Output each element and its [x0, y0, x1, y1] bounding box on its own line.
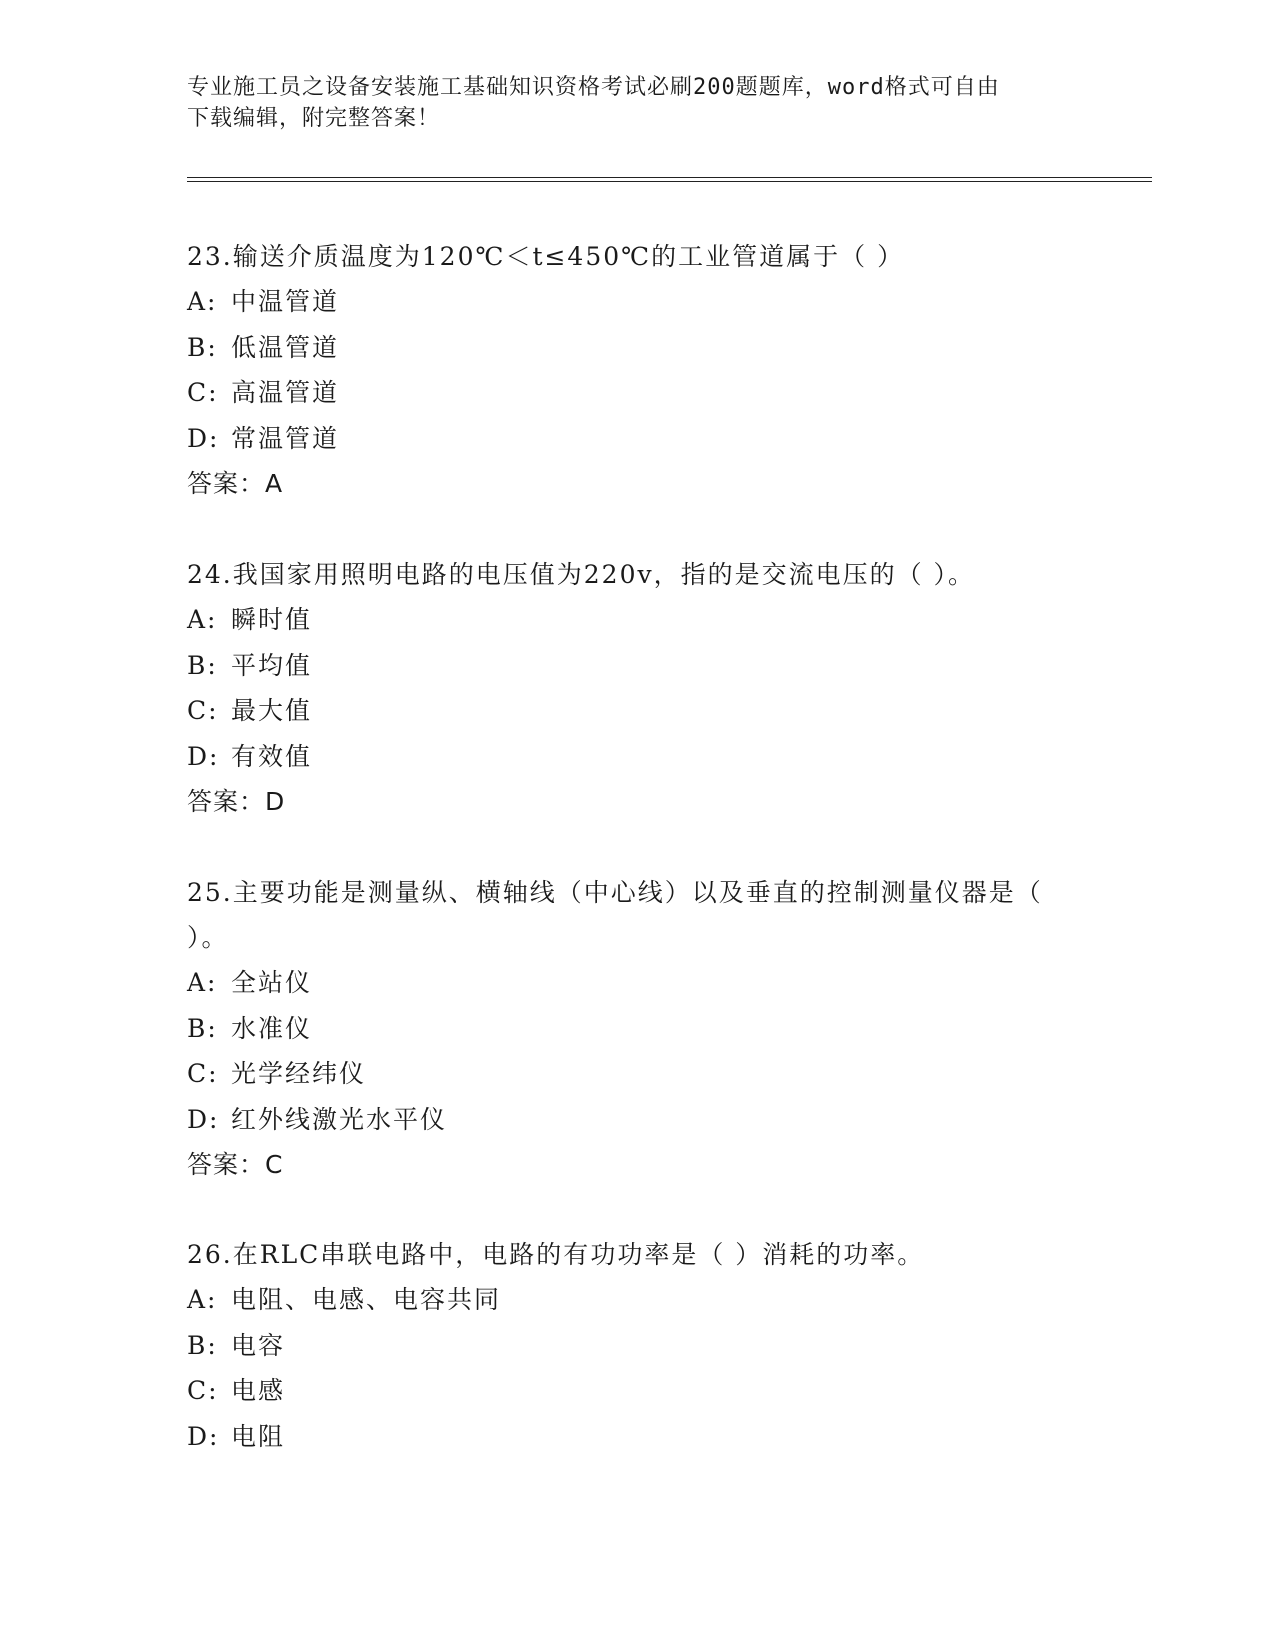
option-text: 有效值 [231, 741, 313, 771]
option-text: 瞬时值 [231, 605, 313, 634]
option-text: 高温管道 [231, 378, 340, 407]
option-b [187, 643, 1087, 689]
option-d [187, 1414, 1087, 1460]
question-26 [187, 1232, 1087, 1459]
header-rule-top [187, 177, 1152, 178]
option-a [187, 597, 1087, 643]
option-text: 红外线激光水平仪 [231, 1104, 448, 1134]
option-a [187, 960, 1087, 1006]
option-letter: D: [187, 423, 220, 453]
option-text: 光学经纬仪 [231, 1059, 367, 1088]
option-text: 中温管道 [231, 287, 340, 316]
option-text: 水准仪 [231, 1013, 313, 1043]
question-25 [187, 870, 1087, 1187]
option-letter: A: [187, 287, 218, 316]
option-b [187, 1006, 1087, 1052]
option-letter: B: [187, 332, 218, 362]
header-rule-bottom [187, 181, 1152, 182]
option-text: 低温管道 [231, 332, 340, 362]
option-c [187, 1051, 1087, 1097]
option-text: 电阻 [231, 1421, 286, 1451]
option-b [187, 325, 1087, 371]
option-letter: C: [187, 1376, 219, 1405]
option-letter: C: [187, 1059, 219, 1088]
question-23 [187, 234, 1087, 506]
option-letter: D: [187, 1104, 220, 1134]
option-d [187, 416, 1087, 462]
header-line-1: 专业施工员之设备安装施工基础知识资格考试必刷200题题库，word格式可自由 [187, 75, 1000, 100]
option-letter: A: [187, 968, 218, 997]
option-b [187, 1323, 1087, 1369]
option-d [187, 734, 1087, 780]
option-a [187, 1277, 1087, 1323]
option-letter: B: [187, 1330, 218, 1360]
document-header [187, 72, 1067, 134]
option-text: 电容 [231, 1330, 286, 1360]
option-letter: D: [187, 1421, 220, 1451]
question-24 [187, 552, 1087, 824]
option-a [187, 279, 1087, 325]
option-letter: A: [187, 605, 218, 634]
option-letter: C: [187, 696, 219, 725]
option-text: 最大值 [231, 696, 313, 725]
answer-line: 答案：A [187, 469, 284, 498]
answer-line: 答案：C [187, 1150, 284, 1179]
header-line-2: 下载编辑，附完整答案！ [187, 106, 441, 131]
option-c [187, 370, 1087, 416]
option-letter: A: [187, 1285, 218, 1314]
option-text: 常温管道 [231, 423, 340, 453]
question-stem: 26.在RLC串联电路中，电路的有功功率是（ ）消耗的功率。 [187, 1240, 925, 1269]
option-text: 全站仪 [231, 968, 313, 997]
question-stem: 25.主要功能是测量纵、横轴线（中心线）以及垂直的控制测量仪器是（ ）。 [187, 878, 1043, 952]
option-letter: C: [187, 378, 219, 407]
option-text: 平均值 [231, 650, 313, 680]
option-text: 电阻、电感、电容共同 [231, 1285, 502, 1314]
option-letter: B: [187, 1013, 218, 1043]
option-c [187, 688, 1087, 734]
question-stem: 23.输送介质温度为120℃＜t≤450℃的工业管道属于（ ） [187, 242, 905, 271]
option-d [187, 1097, 1087, 1143]
option-letter: B: [187, 650, 218, 680]
option-text: 电感 [231, 1376, 286, 1405]
question-stem: 24.我国家用照明电路的电压值为220v，指的是交流电压的（ ）。 [187, 560, 976, 589]
answer-line: 答案：D [187, 787, 286, 816]
option-c [187, 1368, 1087, 1414]
option-letter: D: [187, 741, 220, 771]
